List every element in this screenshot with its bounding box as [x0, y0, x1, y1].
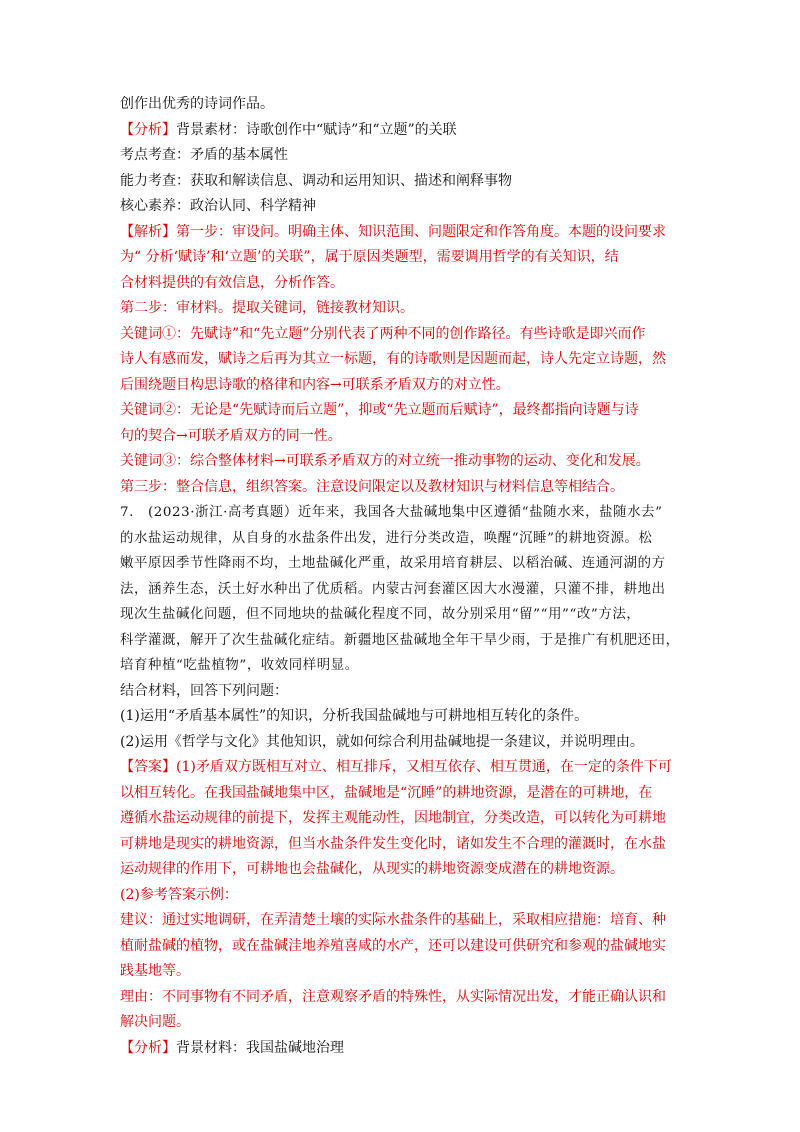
text-line — [120, 322, 692, 348]
line-text: 践基地等。 — [120, 963, 190, 979]
line-text: (1)运用“矛盾基本属性”的知识，分析我国盐碱地与可耕地相互转化的条件。 — [120, 708, 589, 724]
line-text: 背景材料：我国盐碱地治理 — [176, 1039, 344, 1056]
text-line — [120, 500, 692, 526]
line-text: 关键词③：综合整体材料→可联系矛盾双方的对立统一推动事物的运动、变化和发展。 — [120, 453, 650, 469]
text-line — [120, 934, 692, 960]
line-text: 背景素材：诗歌创作中“赋诗”和“立题”的关联 — [176, 121, 457, 138]
line-text: 第三步：整合信息，组织答案。注意设问限定以及教材知识与材料信息等相结合。 — [120, 478, 624, 495]
text-line — [120, 347, 692, 373]
line-text: 能力考查：获取和解读信息、调动和运用知识、描述和阐释事物 — [120, 172, 512, 189]
text-line — [120, 424, 692, 450]
line-text: 句的契合→可联矛盾双方的同一性。 — [120, 427, 342, 444]
text-line — [120, 271, 692, 297]
line-text: 以相互转化。在我国盐碱地集中区，盐碱地是“沉睡”的耕地资源，是潜在的可耕地，在 — [120, 784, 653, 801]
line-text: 建议：通过实地调研，在弄清楚土壤的实际水盐条件的基础上，采取相应措施：培育、种 — [120, 912, 666, 928]
text-line — [120, 857, 692, 883]
text-line — [120, 169, 692, 195]
line-text: 植耐盐碱的植物，或在盐碱洼地养殖喜咸的水产，还可以建设可供研究和参观的盐碱地实 — [120, 937, 666, 954]
line-text: 可耕地是现实的耕地资源，但当水盐条件发生变化时，诸如发生不合理的灌溉时，在水盐 — [120, 835, 666, 852]
line-text: 合材料提供的有效信息，分析作答。 — [120, 274, 344, 291]
line-text: 的水盐运动规律，从自身的水盐条件出发，进行分类改造，唤醒“沉睡”的耕地资源。松 — [120, 530, 653, 546]
line-text: 关键词①：先赋诗”和“先立题”分别代表了两种不同的创作路径。有些诗歌是即兴而作 — [120, 325, 646, 342]
text-line — [120, 118, 692, 144]
text-line — [120, 730, 692, 756]
line-text: 为“ 分析‘赋诗’和‘立题’的关联”，属于原因类题型，需要调用哲学的有关知识，结 — [120, 249, 619, 265]
text-line — [120, 398, 692, 424]
line-text: 运动规律的作用下，可耕地也会盐碱化，从现实的耕地资源变成潜在的耕地资源。 — [120, 861, 624, 877]
text-line — [120, 1010, 692, 1036]
text-line — [120, 832, 692, 858]
line-text: (1)矛盾双方既相互对立、相互排斥，又相互依存、相互贯通，在一定的条件下可 — [176, 759, 672, 775]
line-text: 理由：不同事物有不同矛盾，注意观察矛盾的特殊性，从实际情况出发，才能正确认识和 — [120, 988, 666, 1005]
text-line — [120, 628, 692, 654]
section-tag: 【答案】 — [120, 759, 176, 775]
text-line — [120, 143, 692, 169]
line-text: 法，涵养生态，沃土好水种出了优质稻。内蒙古河套灌区因大水漫灌，只灌不排，耕地出 — [120, 581, 666, 597]
line-text: 7. (2023·浙江·高考真题）近年来，我国各大盐碱地集中区遵循“盐随水来，盐随水去” — [120, 505, 663, 520]
line-text: 现次生盐碱化问题，但不同地块的盐碱化程度不同，故分别采用“留”“用”“改”方法， — [120, 607, 641, 622]
text-line — [120, 526, 692, 552]
text-line — [120, 194, 692, 220]
line-text: 后围绕题目构思诗歌的格律和内容→可联系矛盾双方的对立性。 — [120, 376, 510, 393]
text-line — [120, 373, 692, 399]
text-line — [120, 704, 692, 730]
text-line — [120, 883, 692, 909]
line-text: 创作出优秀的诗词作品。 — [120, 96, 274, 112]
section-tag: 【分析】 — [120, 121, 176, 138]
text-line — [120, 602, 692, 628]
text-line — [120, 959, 692, 985]
text-line — [120, 475, 692, 501]
text-line — [120, 449, 692, 475]
text-line — [120, 679, 692, 705]
line-text: 培育种植“吃盐植物”，收效同样明显。 — [120, 658, 359, 673]
text-line — [120, 1036, 692, 1062]
text-line — [120, 220, 692, 246]
line-text: 诗人有感而发，赋诗之后再为其立一标题，有的诗歌则是因题而起，诗人先定立诗题，然 — [120, 351, 666, 367]
line-text: 遵循水盐运动规律的前提下，发挥主观能动性，因地制宜，分类改造，可以转化为可耕地 — [120, 810, 666, 826]
text-line — [120, 806, 692, 832]
text-line — [120, 92, 692, 118]
text-line — [120, 781, 692, 807]
line-text: (2)参考答案示例： — [120, 886, 238, 903]
line-text: 科学灌溉，解开了次生盐碱化症结。新疆地区盐碱地全年干旱少雨，于是推广有机肥还田， — [120, 632, 680, 648]
text-line — [120, 755, 692, 781]
text-line — [120, 577, 692, 603]
section-tag: 【分析】 — [120, 1039, 176, 1056]
text-line — [120, 551, 692, 577]
line-text: 第二步：审材料。提取关键词，链接教材知识。 — [120, 300, 414, 316]
line-text: 考点考查：矛盾的基本属性 — [120, 147, 288, 163]
text-line — [120, 653, 692, 679]
line-text: 关键词②：无论是“先赋诗而后立题”，抑或“先立题而后赋诗”，最终都指向诗题与诗 — [120, 402, 639, 418]
line-text: 结合材料，回答下列问题： — [120, 682, 288, 699]
line-text: 第一步：审设问。明确主体、知识范围、问题限定和作答角度。本题的设问要求 — [176, 223, 666, 240]
line-text: 解决问题。 — [120, 1014, 190, 1030]
line-text: 核心素养：政治认同、科学精神 — [120, 198, 316, 214]
text-line — [120, 985, 692, 1011]
text-line — [120, 296, 692, 322]
document-body — [120, 92, 692, 1061]
text-line — [120, 908, 692, 934]
line-text: (2)运用《哲学与文化》其他知识，就如何综合利用盐碱地提一条建议，并说明理由。 — [120, 733, 644, 750]
text-line — [120, 245, 692, 271]
line-text: 嫩平原因季节性降雨不均，土地盐碱化严重，故采用培育耕层、以稻治碱、连通河湖的方 — [120, 556, 666, 571]
section-tag: 【解析】 — [120, 223, 176, 240]
